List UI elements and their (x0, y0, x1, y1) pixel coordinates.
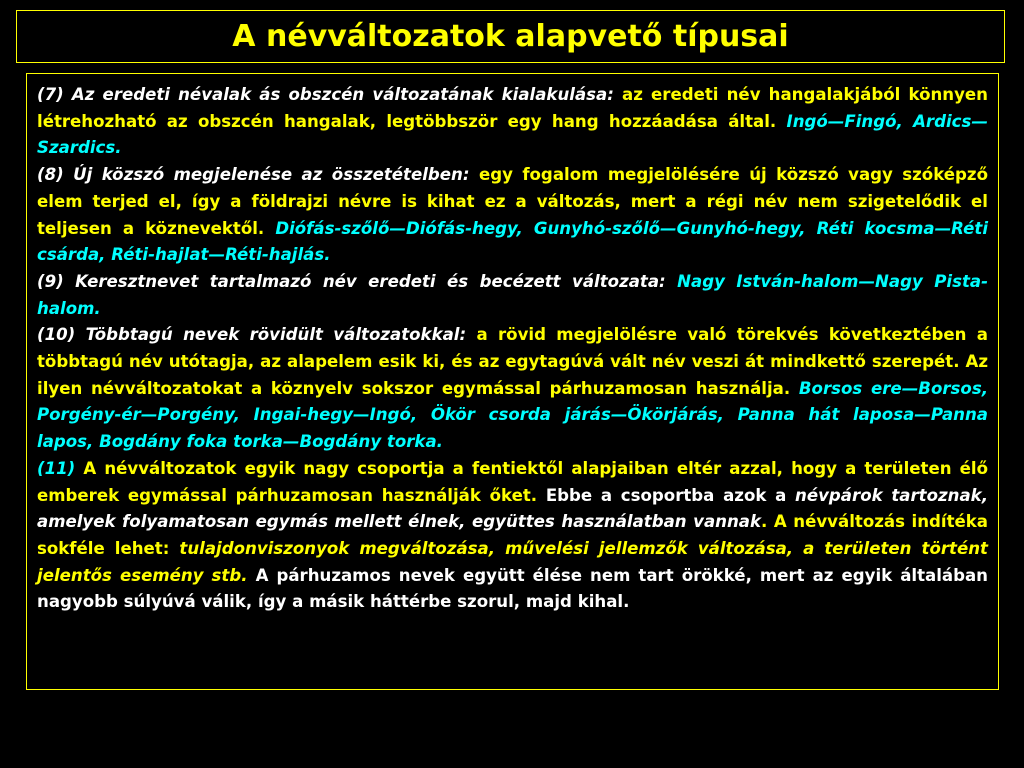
title-box (16, 10, 1005, 63)
item-9-examples: Nagy István-halom—Nagy Pista-halom. (37, 271, 988, 318)
content-box (26, 73, 999, 690)
item-9-text (666, 272, 677, 291)
paragraph-item-11 (37, 456, 988, 616)
paragraph-item-8 (37, 162, 988, 269)
item-11-text-3: . A névváltozás indítéka sokféle lehet: (37, 512, 988, 558)
item-11-italic-2: tulajdonviszonyok megváltozása, művelési jellemzők változása, a területen történt jelentős esemény stb. (37, 538, 988, 585)
item-7-heading: (7) Az eredeti névalak ás obszcén változatának kialakulása: (37, 85, 614, 104)
item-8-examples: Diófás-szőlő—Diófás-hegy, Gunyhó-szőlő—Gunyhó-hegy, Réti kocsma—Réti csárda, Réti-hajlat—Réti-hajlás. (37, 218, 989, 265)
item-9-heading: (9) Keresztnevet tartalmazó név eredeti és becézett változata: (37, 271, 666, 291)
item-11-text-2: Ebbe a csoportba azok a (545, 485, 796, 505)
slide-title: A névváltozatok alapvető típusai (232, 18, 789, 54)
item-8-heading: (8) Új közszó megjelenése az összetételben: (37, 165, 470, 185)
paragraph-item-9 (37, 269, 988, 322)
item-10-heading: (10) Többtagú nevek rövidült változatokkal: (37, 325, 467, 345)
item-10-examples: Borsos ere—Borsos, Porgény-ér—Porgény, Ingai-hegy—Ingó, Ökör csorda járás—Ökörjárás, Panna hát laposa—Panna lapos, Bogdány foka torka—Bogdány torka. (37, 378, 988, 452)
item-11-text-1: A névváltozatok egyik nagy csoportja a fentiektől alapjaiban eltér azzal, hogy a területen élő emberek egymással párhuzamosan használják őket. (37, 458, 988, 505)
item-7-examples: Ingó—Fingó, Ardics—Szardics. (37, 111, 988, 158)
item-7-text: az eredeti név hangalakjából könnyen létrehozható az obszcén hangalak, legtöbbször egy hang hozzáadása által. (37, 85, 988, 131)
item-10-text: a rövid megjelölésre való törekvés következtében a többtagú név utótagja, az alapelem esik ki, és az egytagúvá vált név veszi át mindkettő szerepét. Az ilyen névváltozatokat a köznyelv sokszor egymással párhuzamosan használja. (37, 325, 988, 398)
item-8-text: egy fogalom megjelölésére új közszó vagy szóképző elem terjed el, így a földrajzi névre is kihat ez a változás, mert a régi név nem szigetelődik el teljesen a köznevektől. (37, 165, 988, 238)
item-11-italic-1: névpárok tartoznak, amelyek folyamatosan egymás mellett élnek, együttes használatban vannak (37, 485, 989, 532)
paragraph-item-7 (37, 82, 988, 162)
paragraph-item-10 (37, 322, 988, 456)
item-11-text-4: A párhuzamos nevek együtt élése nem tart örökké, mert az egyik általában nagyobb súlyúvá válik, így a másik háttérbe szorul, majd kihal. (37, 565, 988, 612)
item-11-label: (11) (37, 458, 76, 478)
